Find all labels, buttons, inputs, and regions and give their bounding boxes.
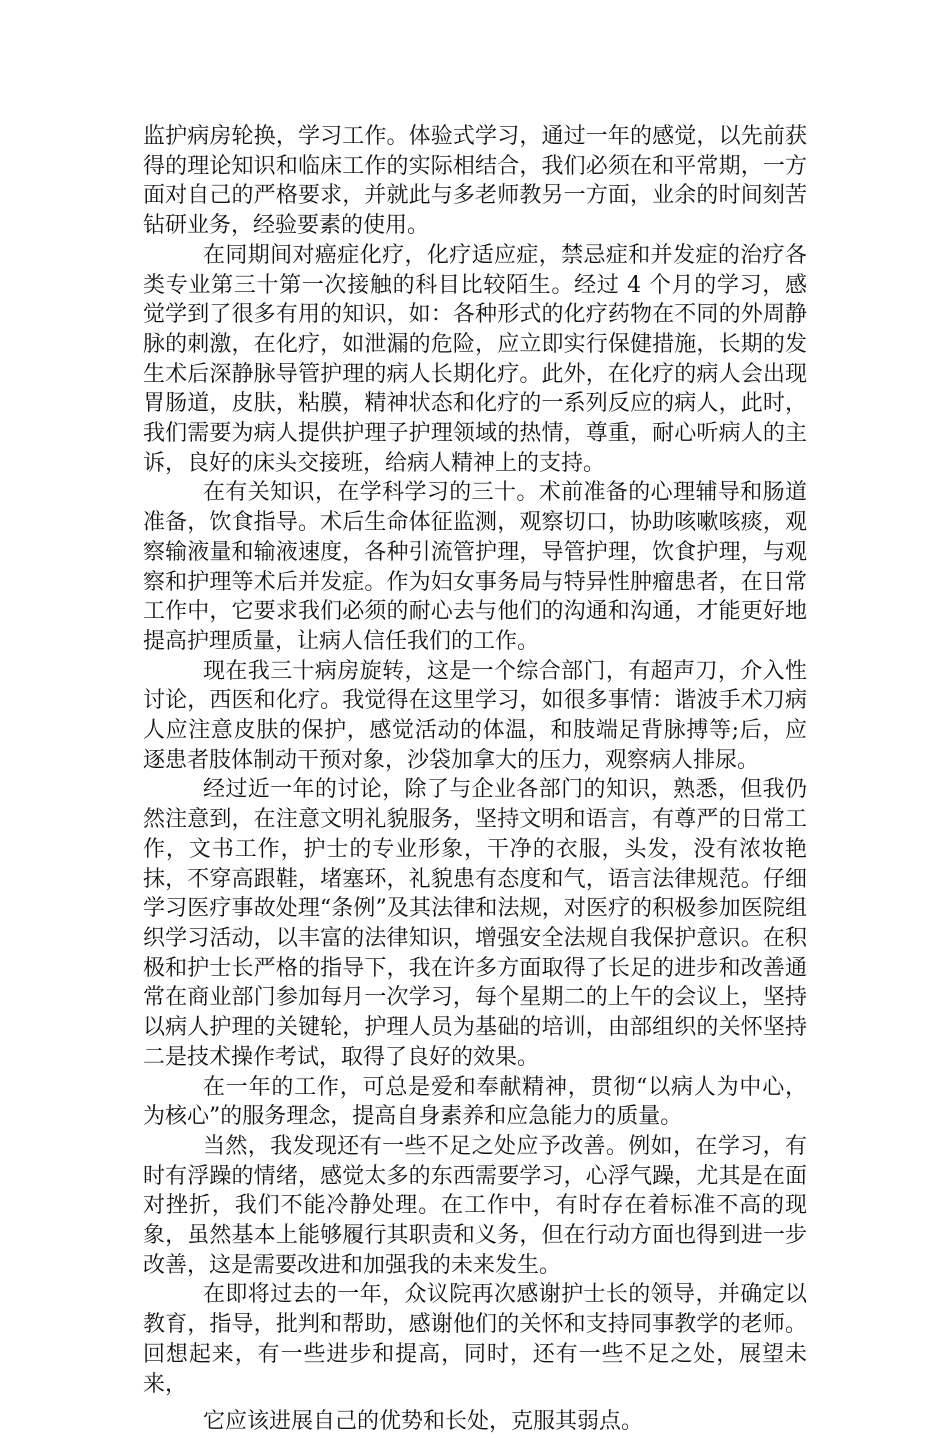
paragraph-5: 经过近一年的讨论，除了与企业各部门的知识，熟悉，但我仍然注意到，在注意文明礼貌服务，坚持文明和语言，有尊严的日常工作，文书工作，护士的专业形象，干净的衣服，头发，没有浓妆艳抹，不穿高跟鞋，堵塞环，礼貌患有态度和气，语言法律规范。仔细学习医疗事故处理“条例”及其法律和法规，对医疗的积极参加医院组织学习活动，以丰富的法律知识，增强安全法规自我保护意识。在积极和护士长严格的指导下，我在许多方面取得了长足的进步和改善通常在商业部门参加每月一次学习，每个星期二的上午的会议上，坚持以病人护理的关键轮，护理人员为基础的培训，由部组织的关怀坚持二是技术操作考试，取得了良好的效果。 xyxy=(143,777,807,1070)
document-body xyxy=(143,122,807,1437)
paragraph-3: 在有关知识，在学科学习的三十。术前准备的心理辅导和肠道准备，饮食指导。术后生命体征监测，观察切口，协助咳嗽咳痰，观察输液量和输液速度，各种引流管护理，导管护理，饮食护理，与观察和护理等术后并发症。作为妇女事务局与特异性肿瘤患者，在日常工作中，它要求我们必须的耐心去与他们的沟通和沟通，才能更好地提高护理质量，让病人信任我们的工作。 xyxy=(143,480,807,654)
paragraph-7: 当然，我发现还有一些不足之处应予改善。例如，在学习，有时有浮躁的情绪，感觉太多的东西需要学习，心浮气躁，尤其是在面对挫折，我们不能冷静处理。在工作中，有时存在着标准不高的现象，虽然基本上能够履行其职责和义务，但在行动方面也得到进一步改善，这是需要改进和加强我的未来发生。 xyxy=(143,1133,807,1278)
paragraph-4: 现在我三十病房旋转，这是一个综合部门，有超声刀，介入性讨论，西医和化疗。我觉得在这里学习，如很多事情：谐波手术刀病人应注意皮肤的保护，感觉活动的体温，和肢端足背脉搏等;后，应逐患者肢体制动干预对象，沙袋加拿大的压力，观察病人排尿。 xyxy=(143,658,807,773)
paragraph-6: 在一年的工作，可总是爱和奉献精神，贯彻“以病人为中心，为核心”的服务理念，提高自身素养和应急能力的质量。 xyxy=(143,1074,807,1130)
paragraph-9: 它应该进展自己的优势和长处，克服其弱点。 xyxy=(203,1409,644,1435)
paragraph-8: 在即将过去的一年，众议院再次感谢护士长的领导，并确定以教育，指导，批判和帮助，感谢他们的关怀和支持同事教学的老师。回想起来，有一些进步和提高，同时，还有一些不足之处，展望未来， xyxy=(143,1282,807,1397)
paragraph-1: 监护病房轮换，学习工作。体验式学习，通过一年的感觉，以先前获得的理论知识和临床工作的实际相结合，我们必须在和平常期，一方面对自己的严格要求，并就此与多老师教另一方面，业余的时间刻苦钻研业务，经验要素的使用。 xyxy=(143,124,807,239)
paragraph-2: 在同期间对癌症化疗，化疗适应症，禁忌症和并发症的治疗各类专业第三十第一次接触的科目比较陌生。经过 4 个月的学习，感觉学到了很多有用的知识，如：各种形式的化疗药物在不同的外周静脉的刺激，在化疗，如泄漏的危险，应立即实行保健措施，长期的发生术后深静脉导管护理的病人长期化疗。此外，在化疗的病人会出现胃肠道，皮肤，粘膜，精神状态和化疗的一系列反应的病人，此时，我们需要为病人提供护理子护理领域的热情，尊重，耐心听病人的主诉，良好的床头交接班，给病人精神上的支持。 xyxy=(143,242,807,476)
